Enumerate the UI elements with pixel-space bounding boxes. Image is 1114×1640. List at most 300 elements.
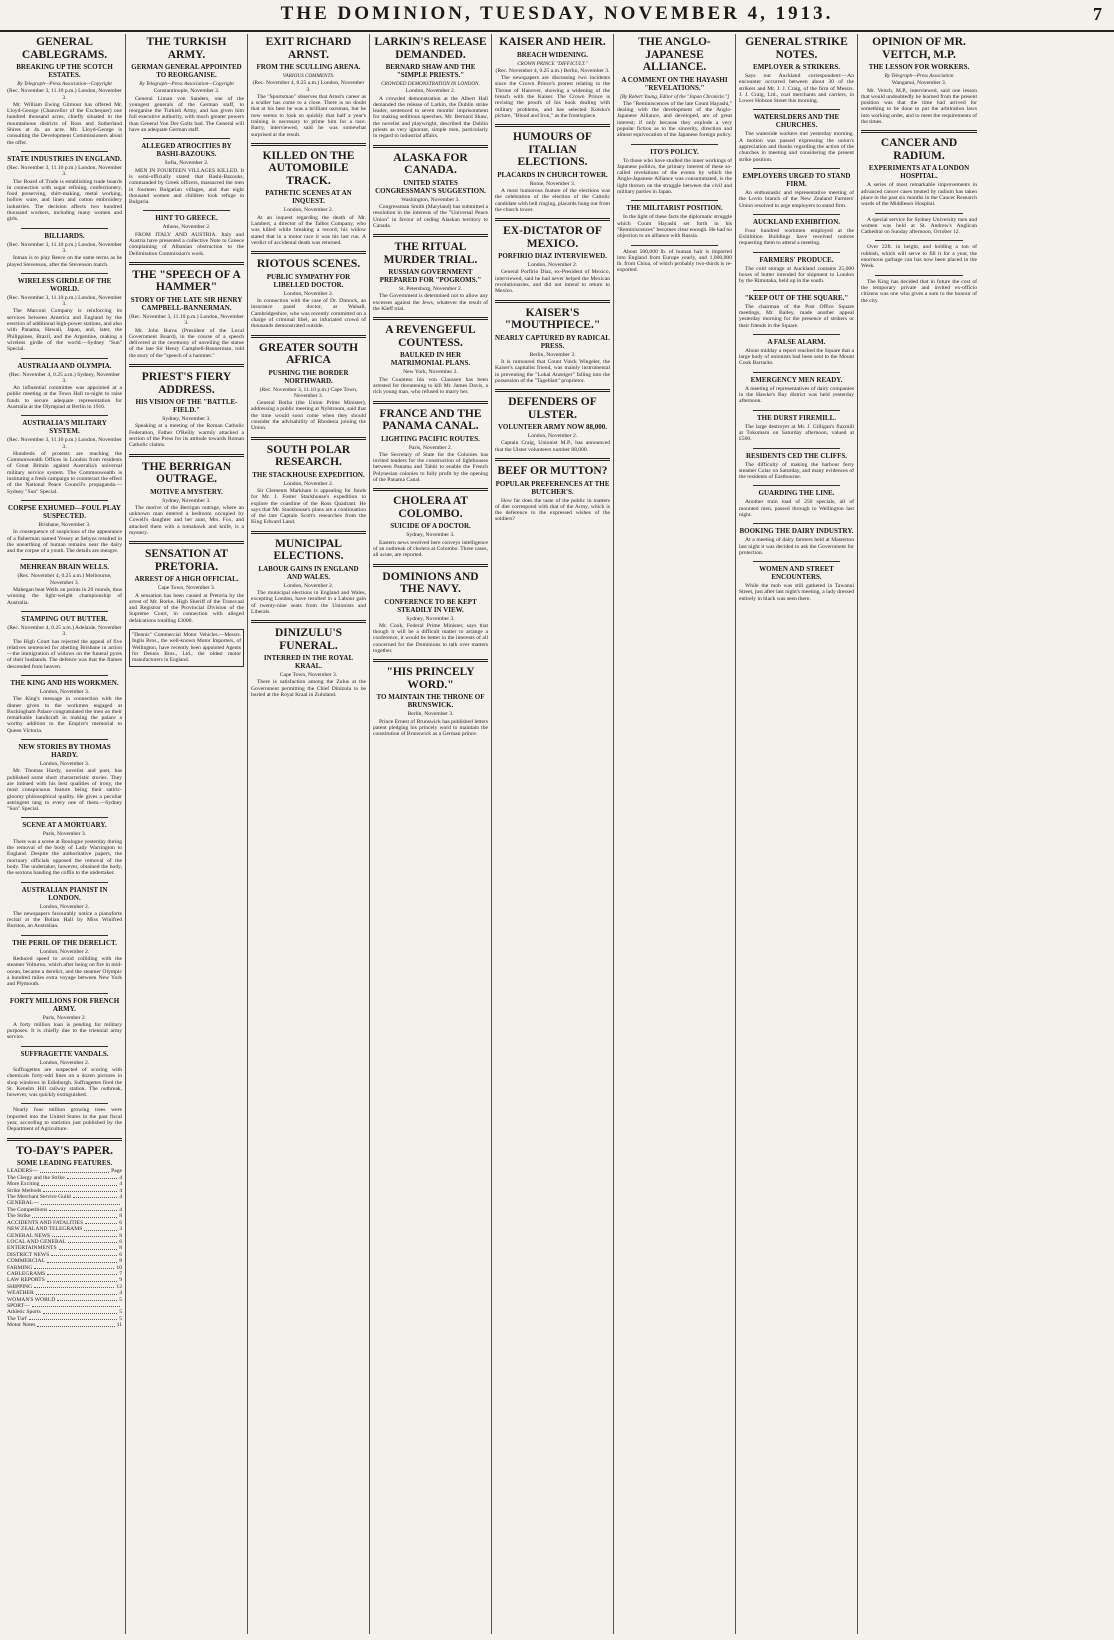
feature-page: 4 [119, 1174, 122, 1181]
article-subheading: SUICIDE OF A DOCTOR. [390, 522, 471, 531]
article-subheading: RUSSIAN GOVERNMENT PREPARED FOR "POGROMS." [379, 268, 482, 285]
article-body: Says our Auckland correspondent:—An encounter occurred between about 30 of the strikers and Mr. J. J. Craig, of the firm of Messrs. J. J. Craig, Ltd., coal merchants and carriers, in Lower Hobson Street this morning. [739, 73, 854, 105]
article-divider [875, 213, 963, 214]
leader-dots [40, 1168, 109, 1172]
article-body: Sir Clements Markham is appealing for funds for Mr. J. Foster Stackhouse's expedition to explore the coastline of the Ross Quadrant. He says that Mr. Stackhouse's plans are a continuation of the late Captain Scott's researches from the King Edward Land. [251, 487, 366, 526]
article-divider [753, 410, 840, 411]
article-headline: PRIEST'S FIERY ADDRESS. [141, 371, 232, 396]
article [7, 935, 122, 988]
article-headline: GENERAL CABLEGRAMS. [21, 36, 108, 61]
feature-label: The Turf [7, 1315, 27, 1322]
article-headline: LARKIN'S RELEASE DEMANDED. [374, 36, 487, 61]
article-divider [753, 485, 840, 486]
article-body: To those who have studied the inner workings of Japanese politics, the primary interest of these so-called revelations of the events by which the Anglo-Japanese Alliance was consummated, is the light thrown on the struggle between the civil and military parties in Japan. [617, 157, 732, 196]
article-headline: THE "SPEECH OF A HAMMER" [132, 268, 241, 294]
article-dateline: Washington, November 3. [401, 196, 460, 203]
article-subheading: PLACARDS IN CHURCH TOWER. [497, 170, 608, 179]
leader-dots [43, 1188, 117, 1192]
article-body: The chairman of the Post Office Square meetings, Mr. Bailey, made another appeal yesterday morning for the presence of strikers or their friends in the Square. [739, 303, 854, 329]
article-subheading: VOLUNTEER ARMY NOW 88,000. [498, 423, 607, 432]
article-dateline: Athens, November 2. [162, 224, 211, 231]
leader-dots [67, 1175, 118, 1179]
article-dateline: London, November 2. [283, 582, 334, 589]
article [861, 130, 977, 207]
article-subheading: BREACH WIDENING. [516, 50, 589, 59]
article-divider [21, 1103, 108, 1104]
article-subheading: ARREST OF A HIGH OFFICIAL. [134, 575, 239, 584]
feature-row [7, 1322, 122, 1328]
article-dateline: London, November 2. [283, 207, 334, 214]
article-body: At an inquest regarding the death of Mr. Lambert, a director of the Talbot Company, who was killed while breaking a record, his widow stated that in a motor race it was his last run. A verdict of accidental death was returned. [251, 214, 366, 246]
article-body: Nearly four million growing trees were imported into the United States in the past fiscal year, according to statistics just published by the Department of Agriculture. [7, 1107, 122, 1133]
article-subheading: THE STACKHOUSE EXPEDITION. [252, 470, 365, 479]
article [251, 251, 366, 329]
article-credit: VARIOUS COMMENTS. [282, 73, 335, 79]
article-subheading: RESIDENTS CED THE CLIFFS. [745, 451, 847, 460]
feature-label: LAW REPORTS [7, 1277, 45, 1284]
feature-page: 4 [119, 1181, 122, 1188]
article-dateline: Sydney, November 3. [406, 532, 455, 539]
article-subheading: WIRELESS GIRDLE OF THE WORLD. [17, 276, 112, 293]
section-divider [373, 564, 488, 567]
article-body: Speaking at a meeting of the Roman Catholic Federation, Father O'Reilly warmly attacked a section of the Press for its attitude towards Roman Catholic claims. [129, 423, 244, 449]
article-body: A most humorous feature of the elections was the celebration of the election of the Cattolic candidate with bell ringing, placards hung out from the church tower. [495, 187, 610, 213]
article-headline: CHOLERA AT COLOMBO. [393, 495, 468, 520]
leader-dots [34, 1284, 114, 1288]
article-subheading: AUCKLAND EXHIBITION. [752, 217, 841, 226]
article-body: Mr. William Ewing Gilmour has offered Mr. Lloyd-George (Chancellor of the Exchequer) one hundred thousand acres, chiefly situated in the mountainous districts of Ross and Sutherland Shires at 4s. an acre. Mr. Lloyd-George is consulting the Development Commissioners about the offer. [7, 101, 122, 146]
article-body: The High Court has rejected the appeal of five relatives sentenced for abetting Brisbane in action—the immigration of widows on the funeral pyres of their husbands. The defence was that the flames descended from heaven. [7, 638, 122, 670]
leader-dots [51, 1252, 117, 1256]
article-credit: By Telegraph—Press Association—Copyright [17, 81, 112, 87]
article-headline: OPINION OF MR. VEITCH, M.P. [872, 36, 966, 61]
article [129, 364, 244, 448]
article-body: General Porfirio Diaz, ex-President of Mexico, interviewed, said he had never helped the Mexican revolutionaries, and did not intend to return to Mexico. [495, 269, 610, 295]
article [739, 485, 854, 518]
article-dateline: London, November 2. [283, 290, 334, 297]
feature-page: 3 [119, 1226, 122, 1233]
article [129, 454, 244, 537]
leader-dots [32, 1213, 117, 1217]
article-subheading: LABOUR GAINS IN ENGLAND AND WALES. [258, 564, 359, 581]
article [251, 437, 366, 526]
article-subheading: PUSHING THE BORDER NORTHWARD. [268, 368, 349, 385]
article-divider [753, 372, 840, 373]
article-credit: By Telegraph—Press Association [884, 73, 954, 79]
feature-label: GENERAL— [7, 1200, 39, 1207]
feature-label: The Competitions [7, 1206, 48, 1213]
article-headline: KILLED ON THE AUTOMOBILE TRACK. [262, 149, 355, 187]
article-divider [21, 273, 108, 274]
article-divider [631, 245, 718, 246]
article-body: The Board of Trade is establishing trade boards in connection with sugar refining, confectionery, food preserving, shirt-making, metal working, hollow ware, and linen and cotton embroidery industries. The decision affects two hundred thousand workers, including many women and girls. [7, 178, 122, 223]
article-divider [21, 611, 108, 612]
article [7, 739, 122, 812]
leader-dots [73, 1194, 117, 1198]
leader-dots [32, 1303, 120, 1307]
article-body: Mr. Thomas Hardy, novelist and poet, has published some short characteristic stories. They are imbued with his best qualities of irony, the most conspicuous feature being their satiric-gloomy philosophical quality. He gives a peculiar astringent tang to every one of them.—Sydney "Sun" Special. [7, 768, 122, 813]
leader-dots [57, 1297, 117, 1301]
article-dateline: (Rec. November 3, 11.10 p.m.) London, November 3. [7, 164, 122, 178]
article-headline: ALASKA FOR CANADA. [393, 151, 468, 177]
article-body: Four hundred workmen employed at the Exhibition Buildings have received notices requesting them to attend a meeting. [739, 227, 854, 247]
article-dateline: (Rec. November 4, 0.25 a.m.) London, November 3. [252, 80, 365, 93]
section-divider [129, 541, 244, 544]
feature-label: DISTRICT NEWS [7, 1251, 50, 1258]
article-subheading: BOOKING THE DAIRY INDUSTRY. [739, 527, 854, 536]
leader-dots [36, 1290, 117, 1294]
feature-page: 8 [119, 1232, 122, 1239]
article-dateline: New York, November 2. [403, 369, 458, 376]
article [7, 611, 122, 670]
article-headline: THE TURKISH ARMY. [146, 36, 227, 61]
article [739, 372, 854, 405]
article [373, 145, 488, 229]
article-divider [21, 817, 108, 818]
article-subheading: FARMERS' PRODUCE. [759, 255, 834, 264]
article [129, 541, 244, 624]
article [129, 36, 244, 133]
article-dateline: Paris, November 2. [408, 444, 453, 451]
columns-container [4, 34, 1110, 1634]
section-divider [373, 317, 488, 320]
article-subheading: EMPLOYER & STRIKERS. [753, 63, 840, 71]
article-divider [753, 448, 840, 449]
article-dateline: St. Petersburg, November 2. [398, 286, 463, 293]
column-5 [492, 34, 614, 1634]
article-subheading: INTERRED IN THE ROYAL KRAAL. [263, 654, 354, 671]
column-2 [126, 34, 248, 1634]
article-subheading: STORY OF THE LATE SIR HENRY CAMPBELL-BANNERMAN. [130, 295, 243, 312]
article [739, 561, 854, 602]
article-dateline: London, November 3. [39, 689, 90, 695]
article-body: The Marconi Company is reinforcing its services between America and England by the erection of additional high-power stations, and also with Panama, Hawaii, Japan, and, later, the Philippines, Brazil, and the Argentine, making a wireless girdle of the world.—Sydney "Sun" Special. [7, 308, 122, 353]
leader-dots [37, 1322, 114, 1326]
article-dateline: Sydney, November 3. [162, 497, 211, 504]
article-body: Suffragettes are suspected of scoring with chemicals forty-odd lines on a dozen pictures in shop windows in Edinburgh. Suffragettes fired the St. Kenelm Hill railway station. The outbreak, however, was quickly extinguished. [7, 1066, 122, 1099]
article-subheading: UNITED STATES CONGRESSMAN'S SUGGESTION. [375, 178, 486, 195]
article-subheading: NEW STORIES BY THOMAS HARDY. [18, 743, 111, 760]
article-subheading: BERNARD SHAW AND THE "SIMPLE PRIESTS." [385, 63, 476, 79]
article-subheading: GERMAN GENERAL APPOINTED TO REORGANISE. [131, 63, 242, 79]
article-headline: SOUTH POLAR RESEARCH. [266, 443, 351, 469]
article-subheading: LIGHTING PACIFIC ROUTES. [381, 434, 480, 443]
article-divider [21, 993, 108, 994]
section-divider [129, 454, 244, 457]
article [129, 210, 244, 256]
feature-label: ENTERTAINMENTS [7, 1245, 57, 1252]
article-subheading: NEARLY CAPTURED BY RADICAL PRESS. [495, 333, 610, 350]
article-headline: FRANCE AND THE PANAMA CANAL. [379, 407, 482, 433]
feature-page: 4 [119, 1187, 122, 1194]
article-body: Another train load of 250 specials, all of mounted men, passed through to Wellington last night. [739, 499, 854, 518]
article-body: The Countess Ida von Claussen has been arrested for threatening to kill Mr. James Davis, a rich young man, who refused to marry her. [373, 376, 488, 396]
article-subheading: POPULAR PREFERENCES AT THE BUTCHER'S. [495, 479, 610, 496]
article-headline: GREATER SOUTH AFRICA [258, 341, 359, 367]
article [495, 218, 610, 294]
article-dateline: London, November 2. [405, 88, 456, 95]
article-headline: KAISER'S "MOUTHPIECE." [504, 306, 601, 332]
article-dateline: Sydney, November 3. [162, 416, 211, 423]
article-credit: By Telegraph—Press Association—Copyright [139, 81, 234, 87]
article-headline: "HIS PRINCELY WORD." [386, 666, 475, 691]
article-dateline: Sofia, November 2. [164, 160, 209, 167]
leader-dots [41, 1181, 117, 1185]
article [617, 200, 732, 239]
leader-dots [52, 1233, 117, 1237]
article-divider [875, 275, 963, 276]
article [7, 993, 122, 1041]
article [617, 36, 732, 139]
article-dateline: (Rec. November 3, 11.10 p.m.) London, November 3. [7, 437, 122, 450]
feature-label: LOCAL AND GENERAL [7, 1238, 67, 1245]
section-divider [495, 389, 610, 392]
article-dateline: London, November 2. [527, 262, 578, 269]
article-body: The large destroyer at Mr. J. Gilligan's flaxmill at Tokomaru on Saturday afternoon, valued at £500. [739, 423, 854, 443]
article-dateline: (Rec. November 3, 11.10 p.m.) London, November 3. [129, 313, 244, 327]
article-body: At a meeting of dairy farmers held at Masterton last night it was decided to ask the Government for protection. [739, 537, 854, 556]
article [739, 290, 854, 329]
section-divider [251, 335, 366, 338]
article-dateline: Wanganui, November 3. [891, 80, 947, 87]
article [7, 36, 122, 146]
article [861, 36, 977, 125]
article [495, 458, 610, 523]
section-divider [251, 251, 366, 254]
article-dateline: London, November 3. [39, 761, 90, 768]
article-subheading: GUARDING THE LINE. [758, 489, 835, 498]
article-headline: A REVENGEFUL COUNTESS. [385, 324, 476, 349]
article-divider [631, 200, 718, 201]
article-credit: [By Robert Young, Editor of the "Japan Chronicle."] [619, 93, 730, 100]
article-credit: CROWDED DEMONSTRATION IN LONDON. [381, 81, 480, 87]
article-body: General Botha (the Union Prime Minister), addressing a public meeting at Nylstroom, said that the time would soon come when they should consider the advisability of Rhodesia joining the Union. [251, 400, 366, 432]
article-dateline: Paris, November 2. [42, 1014, 87, 1021]
feature-label: Athletic Sports [7, 1309, 41, 1316]
article-body: About 500,000 lb. of human hair is imported into England from Europe yearly, and 1,000,000 lb. from China, of which probably two-thirds is re-exported. [617, 248, 732, 274]
article-divider [21, 882, 108, 883]
article-subheading: EMPLOYERS URGED TO STAND FIRM. [742, 171, 851, 188]
article [373, 564, 488, 655]
feature-label: Strike Methods [7, 1187, 42, 1194]
article-body: Hundreds of protests are reaching the Commonwealth Offices in London from residents of Great Britain against Australia's universal military service system. The Commonwealth is instituting a fresh campaign to counteract the effect of the National Peace Council's propaganda.—Sydney "Sun" Special. [7, 450, 122, 495]
feature-label: SHIPPING [7, 1283, 33, 1290]
article-body: There is satisfaction among the Zulus at the Government permitting the Chief Dinizulu to be buried at the Royal Kraal in Zululand. [251, 679, 366, 699]
article-divider [631, 144, 718, 145]
article-body: MEN IN FOURTEEN VILLAGES KILLED. It is semi-officially stated that Bashi-Bazouks, commanded by Greek officers, massacred the men in fourteen Bulgarian villages, and that eight thousand women and children took refuge in Bulgaria. [129, 167, 244, 206]
article-headline: MUNICIPAL ELECTIONS. [273, 537, 344, 563]
article-headline: THE ANGLO-JAPANESE ALLIANCE. [638, 36, 711, 73]
article-subheading: THE LESSON FOR WORKERS. [868, 63, 970, 71]
article-subheading: EXPERIMENTS AT A LONDON HOSPITAL. [868, 164, 970, 181]
feature-page: 6 [119, 1238, 122, 1245]
article [739, 252, 854, 285]
leader-dots [59, 1245, 118, 1249]
article [373, 317, 488, 395]
article-divider [21, 935, 108, 936]
article-divider [875, 240, 963, 241]
article-body: Prince Ernest of Brunswick has published letters patent pledging his princely word to maintain the constitution of Brunswick as a German prince. [373, 718, 488, 738]
article-body: An enthusiastic and representative meeting of the Lovin branch of the New Zealand Farmers' Union resolved to urge employers to stand firm. [739, 189, 854, 209]
article-subheading: STAMPING OUT BUTTER. [21, 614, 108, 623]
feature-page: 10 [116, 1264, 122, 1271]
features-heading: TO-DAY'S PAPER. [16, 1144, 113, 1157]
article-body: The King's message in connection with the dinner given to the workmen engaged at Buckingham Palace congratulated the men on their remarkable handicraft in making the palace a worthy addition to the Empire's memorial to Queen Victoria. [7, 696, 122, 734]
article-dateline: Paris, November 3. [42, 831, 87, 838]
article-headline: RIOTOUS SCENES. [256, 258, 361, 271]
article-body: An influential committee was appointed at a public meeting at the Town Hall to-night to raise funds to secure adequate representation for Australia at the Olympiad at Berlin in 1916. [7, 385, 122, 410]
article-body: The cold storage at Auckland contains 25,000 boxes of butter intended for shipment to London by the Rimutaka, held up in the south. [739, 265, 854, 285]
article-headline: DINIZULU'S FUNERAL. [274, 627, 343, 652]
article-body: A sensation has been caused at Pretoria by the arrest of Mr. Rorke, High Sheriff of the Transvaal and Registrar of the Provincial Division of the Supreme Court, in connection with alleged defalcations totalling £3000. [129, 592, 244, 624]
section-divider [373, 401, 488, 404]
article-headline: BEEF OR MUTTON? [497, 465, 608, 478]
article-dateline: London, November 2. [527, 433, 578, 440]
feature-page: 4 [119, 1290, 122, 1297]
article-headline: THE RITUAL MURDER TRIAL. [383, 241, 478, 266]
leader-dots [47, 1258, 117, 1262]
article-subheading: BREAKING UP THE SCOTCH ESTATES. [16, 63, 113, 79]
article [739, 410, 854, 443]
article [129, 138, 244, 205]
feature-label: ACCIDENTS AND FATALITIES [7, 1219, 84, 1226]
article-body: A meeting of representatives of dairy companies in the Hawke's Bay district was held yesterday afternoon. [739, 385, 854, 405]
feature-page: 8 [119, 1258, 122, 1265]
article-dateline: Constantinople, November 2. [153, 88, 220, 95]
article-body: There was a scene at Boulogne yesterday during the removal of the body of Lady Warrington to England. Despite the authoritative papers, the mortuary officials opposed the removal of the body. The undertaker, however, obtained the body, the sextons handing the coffin to the undertaker. [7, 838, 122, 877]
section-divider [495, 300, 610, 303]
leader-dots [85, 1220, 117, 1224]
article-body: In connection with the case of Dr. Dimock, an insurance panel doctor, at Walsall, Cambridgeshire, who was recently committed on a charge of criminal libel, an infuriated crowd of thousands demonstrated outside. [251, 298, 366, 330]
article-subheading: A FALSE ALARM. [767, 337, 826, 346]
article [739, 36, 854, 104]
article [251, 335, 366, 432]
article [7, 151, 122, 223]
article-divider [753, 561, 840, 562]
article-dateline: (Rec. November 4, 0.25 a.m.) Melbourne, November 3. [17, 573, 112, 586]
section-divider [251, 437, 366, 440]
article-divider [753, 168, 840, 169]
article [7, 1103, 122, 1132]
article [739, 214, 854, 247]
article [373, 234, 488, 312]
article-dateline: (Rec. November 3, 11.10 p.m.) Cape Town, November 3. [259, 386, 358, 399]
article-subheading: THE DURST FIREMILL. [756, 413, 837, 422]
article [129, 262, 244, 359]
article-body: The newspapers favourably notice a pianoforte recital at the Bolian Hall by Miss Winifred Burston, an Australian. [7, 910, 122, 930]
article-body: How far does the taste of the public in matters of diet correspond with that of the Army, which is the deference to the expressed wishes of the soldiers? [495, 497, 610, 523]
article-body: About midday a report reached the Square that a large body of unionists had been sent to the Mount Cook Barracks. [739, 347, 854, 367]
article-headline: SENSATION AT PRETORIA. [145, 548, 228, 573]
article-body: A forty million loan is pending for military purposes. It is chiefly due to the triennial army service. [7, 1021, 122, 1041]
article-divider [21, 675, 108, 676]
feature-label: CABLEGRAMS [7, 1270, 46, 1277]
article-subheading: ALLEGED ATROCITIES BY BASHI-BAZOUKS. [141, 142, 232, 159]
article-divider [753, 214, 840, 215]
article-subheading: PATHETIC SCENES AT AN INQUEST. [265, 189, 352, 206]
feature-label: SPORT— [7, 1302, 30, 1309]
article-divider [753, 290, 840, 291]
article-divider [753, 523, 840, 524]
article-subheading: MOTIVE A MYSTERY. [150, 487, 223, 496]
article-dateline: Berlin, November 3. [407, 711, 454, 718]
column-7 [736, 34, 858, 1634]
feature-page: 6 [119, 1219, 122, 1226]
article-subheading: "KEEP OUT OF THE SQUARE." [744, 293, 849, 302]
article-headline: DEFENDERS OF ULSTER. [508, 396, 597, 421]
article-headline: EXIT RICHARD ARNST. [265, 36, 352, 61]
article-body: The difficulty of making the harbour ferry steamer Colac on Saturday, and many evidences of the residents of Eastbourne. [739, 461, 854, 481]
section-divider [251, 531, 366, 534]
article-subheading: THE KING AND HIS WORKMEN. [10, 679, 119, 687]
article-divider [21, 415, 108, 416]
article-body: The King has decided that in future the cost of the temporary private and invited ex-officio citizens was one who gives a sum to the honour of the city. [861, 278, 977, 304]
column-8 [858, 34, 980, 1634]
article [739, 334, 854, 367]
article-divider [21, 559, 108, 560]
column-1 [4, 34, 126, 1634]
article-body: Reduced speed to avoid colliding with the steamer Volturno, which after being on fire in mid-ocean, became a derelict, and the steamer Olympic a hundred miles extra voyage between New York and Plymouth. [7, 956, 122, 988]
feature-page: 5 [119, 1315, 122, 1322]
feature-label: COMMERCIAL [7, 1258, 45, 1265]
article [617, 245, 732, 274]
article-body: Mr. Veitch, M.P., interviewed, said one lesson that would undoubtedly be learned from the present position was that the time had arrived for something to be done to put the arbitration laws into working order, and to meet the requirements of the times. [861, 87, 977, 126]
article-dateline: Brisbane, November 3. [38, 521, 91, 528]
article-body: Congressman Smith (Maryland) has submitted a resolution in the interests of the "Universal Peace Union" in favour of ceding Alaskan territory to Canada. [373, 203, 488, 229]
article-body: Captain Craig, Unionist M.P., has announced that the Ulster volunteers number 88,000. [495, 440, 610, 453]
article [7, 882, 122, 930]
section-divider [373, 145, 488, 148]
article-subheading: PUBLIC SYMPATHY FOR LIBELLED DOCTOR. [266, 272, 351, 289]
feature-label: GENERAL NEWS [7, 1232, 51, 1239]
feature-page: 7 [119, 1270, 122, 1277]
section-divider [129, 364, 244, 367]
section-divider [373, 488, 488, 491]
section-divider [129, 262, 244, 265]
article-subheading: AUSTRALIAN PIANIST IN LONDON. [21, 885, 108, 902]
article [495, 389, 610, 453]
masthead [0, 0, 1114, 32]
article-dateline: Berlin, November 3. [529, 351, 576, 358]
article [251, 36, 366, 138]
article-subheading: THE PERIL OF THE DERELICT. [12, 938, 117, 947]
article-subheading: EMERGENCY MEN READY. [750, 375, 843, 384]
features-subheading: SOME LEADING FEATURES. [16, 1159, 113, 1168]
article-subheading: SUFFRAGETTE VANDALS. [20, 1049, 109, 1058]
article-divider [143, 210, 230, 211]
article-body: Mr. Cook, Federal Prime Minister, says that though it will be a difficult matter to arrange a conference, it would be better in the interests of all concerned for the Dominions to talk over matters together. [373, 622, 488, 654]
article-subheading: ITO'S POLICY. [650, 147, 699, 156]
article-subheading: WATERSLDERS AND THE CHURCHES. [753, 113, 840, 130]
article-divider [753, 334, 840, 335]
feature-label: FARMING [7, 1264, 33, 1271]
article [7, 1046, 122, 1099]
leader-dots [41, 1200, 120, 1204]
article-divider [753, 109, 840, 110]
feature-label: WEATHER [7, 1290, 34, 1297]
section-divider [861, 130, 977, 133]
feature-label: NEW ZEALAND TELEGRAMS [7, 1226, 83, 1233]
article-body: Over 22ft. in height, and holding a ton of rubbish, which will serve to fill it for a year, the enormous garbage can has now been placed in the Wesk. [861, 244, 977, 270]
article-subheading: THE MILITARIST POSITION. [626, 204, 723, 213]
section-divider [373, 659, 488, 662]
column-6 [614, 34, 736, 1634]
article-headline: HUMOURS OF ITALIAN ELECTIONS. [513, 131, 592, 169]
feature-page: 6 [119, 1251, 122, 1258]
section-divider [495, 218, 610, 221]
masthead-title: THE DOMINION, TUESDAY, NOVEMBER 4, 1913. [280, 3, 834, 24]
article-dateline: (Rec. November 4, 0.25 a.m.) Adelaide, November 3. [7, 624, 122, 638]
